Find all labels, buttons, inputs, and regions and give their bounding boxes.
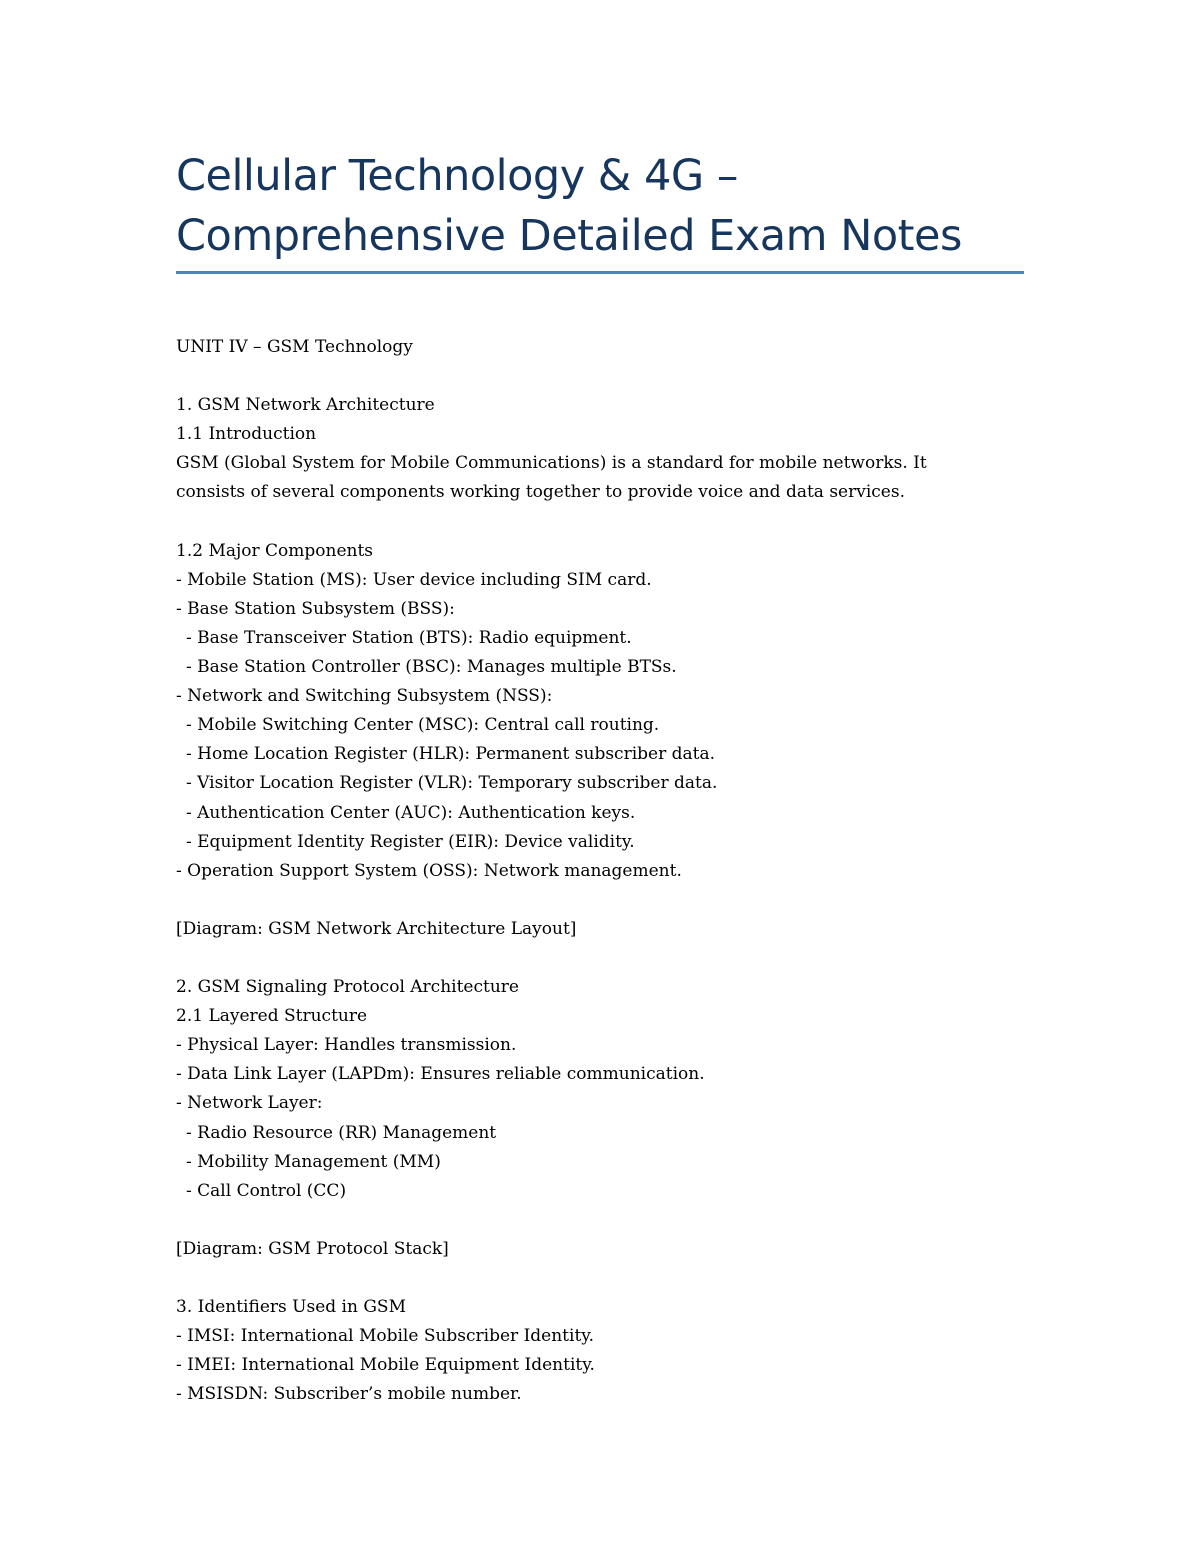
component-subitem: - Base Transceiver Station (BTS): Radio equipment. — [186, 627, 632, 648]
diagram-placeholder-network: [Diagram: GSM Network Architecture Layout] — [176, 918, 577, 939]
title-underline-divider — [176, 271, 1024, 274]
component-subitem: - Mobile Switching Center (MSC): Central call routing. — [186, 715, 660, 736]
document-body — [176, 333, 1036, 1409]
component-subitem: - Authentication Center (AUC): Authentication keys. — [186, 802, 636, 823]
intro-line-2: consists of several components working together to provide voice and data services. — [176, 482, 905, 503]
blank-line — [176, 944, 1036, 973]
blank-line — [176, 362, 1036, 391]
title-line-2: Comprehensive Detailed Exam Notes — [176, 211, 962, 261]
section-1-2-heading: 1.2 Major Components — [176, 540, 374, 561]
layer-subitem: - Mobility Management (MM) — [186, 1151, 441, 1172]
identifier-item: - IMSI: International Mobile Subscriber Identity. — [176, 1326, 595, 1347]
document-title — [176, 146, 1036, 266]
identifier-item: - MSISDN: Subscriber’s mobile number. — [176, 1384, 522, 1405]
identifier-item: - IMEI: International Mobile Equipment Identity. — [176, 1355, 595, 1376]
component-subitem: - Base Station Controller (BSC): Manages multiple BTSs. — [186, 657, 677, 678]
layer-subitem: - Call Control (CC) — [186, 1180, 347, 1201]
layer-item: - Physical Layer: Handles transmission. — [176, 1035, 517, 1056]
component-item: - Mobile Station (MS): User device including SIM card. — [176, 569, 652, 590]
blank-line — [176, 508, 1036, 537]
section-2-heading: 2. GSM Signaling Protocol Architecture — [176, 977, 519, 998]
blank-line — [176, 886, 1036, 915]
blank-line — [176, 1264, 1036, 1293]
section-1-heading: 1. GSM Network Architecture — [176, 395, 435, 416]
layer-item: - Network Layer: — [176, 1093, 323, 1114]
layer-item: - Data Link Layer (LAPDm): Ensures reliable communication. — [176, 1064, 705, 1085]
blank-line — [176, 1206, 1036, 1235]
unit-heading: UNIT IV – GSM Technology — [176, 337, 413, 357]
component-subitem: - Equipment Identity Register (EIR): Device validity. — [186, 831, 635, 852]
component-subitem: - Home Location Register (HLR): Permanent subscriber data. — [186, 744, 716, 765]
section-3-heading: 3. Identifiers Used in GSM — [176, 1297, 406, 1318]
component-item: - Network and Switching Subsystem (NSS): — [176, 686, 553, 707]
layer-subitem: - Radio Resource (RR) Management — [186, 1122, 497, 1143]
intro-line-1: GSM (Global System for Mobile Communications) is a standard for mobile networks. It — [176, 453, 927, 474]
title-line-1: Cellular Technology & 4G – — [176, 151, 738, 201]
component-item: - Operation Support System (OSS): Network management. — [176, 860, 682, 881]
diagram-placeholder-protocol: [Diagram: GSM Protocol Stack] — [176, 1238, 449, 1259]
section-2-1-heading: 2.1 Layered Structure — [176, 1006, 368, 1027]
component-item: - Base Station Subsystem (BSS): — [176, 598, 455, 619]
component-subitem: - Visitor Location Register (VLR): Temporary subscriber data. — [186, 773, 718, 794]
section-1-1-heading: 1.1 Introduction — [176, 424, 317, 445]
